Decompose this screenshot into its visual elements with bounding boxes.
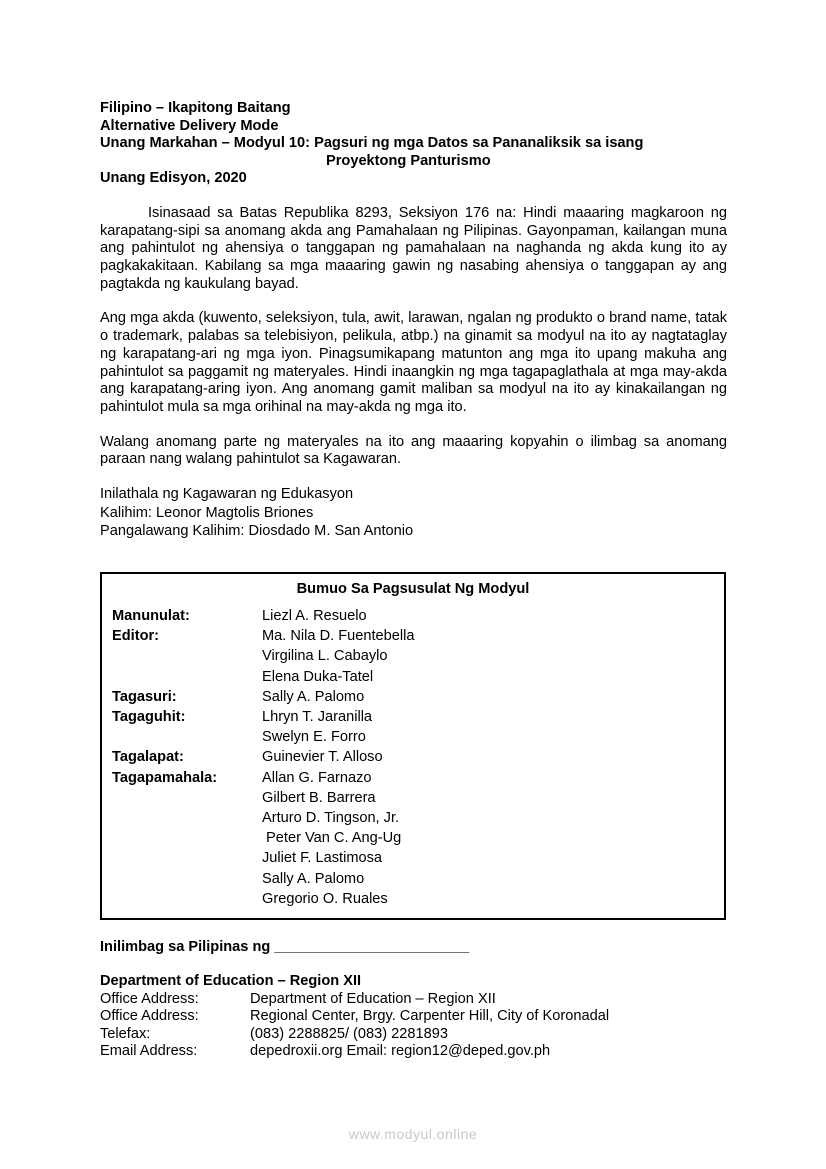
- credit-name: Arturo D. Tingson, Jr.: [262, 810, 400, 827]
- credits-list: [112, 606, 724, 909]
- contact-row: [100, 1026, 740, 1044]
- credit-names: [262, 626, 415, 687]
- credit-row: [112, 707, 724, 747]
- contact-value: Regional Center, Brgy. Carpenter Hill, City of Koronadal: [250, 1008, 610, 1024]
- credit-name: Lhryn T. Jaranilla: [262, 709, 373, 726]
- credit-role: Editor:: [112, 628, 160, 645]
- credits-box: [100, 572, 726, 920]
- copyright-paragraph: Isinasaad sa Batas Republika 8293, Seksiyon 176 na: Hindi maaaring magkaroon ng karapatang-sipi sa anomang akda ang Pamahalaan ng Pilipinas. Gayonpaman, kailangan muna ang pahintulot ng ahensiya o tanggapan ng pamahalaan na naghanda ng akda kung ito ay pagkakakitaan. Kabilang sa mga maaaring gawin ng nasabing ahensiya o tanggapan ay ang pagtakda ng kaukulang bayad.: [100, 204, 727, 292]
- credit-name: Gregorio O. Ruales: [262, 890, 388, 907]
- credit-row: [112, 747, 724, 767]
- contact-row: [100, 1008, 740, 1026]
- title-block: [100, 100, 727, 188]
- credit-name: Allan G. Farnazo: [262, 769, 372, 786]
- credit-names: [262, 687, 364, 707]
- reproduction-paragraph: Walang anomang parte ng materyales na ito ang maaaring kopyahin o ilimbag sa anomang paraan nang walang pahintulot sa Kagawaran.: [100, 433, 727, 468]
- module-title-line2: Proyektong Panturismo: [326, 152, 491, 169]
- publisher-block: [100, 485, 727, 541]
- contact-label: Office Address:: [100, 990, 199, 1007]
- credit-name: Ma. Nila D. Fuentebella: [262, 628, 415, 645]
- module-title-line1: Unang Markahan – Modyul 10: Pagsuri ng mga Datos sa Pananaliksik sa isang: [100, 135, 644, 152]
- contact-value: (083) 2288825/ (083) 2281893: [250, 1025, 448, 1042]
- subject-title: Filipino – Ikapitong Baitang: [100, 100, 291, 116]
- contact-label: Telefax:: [100, 1025, 151, 1042]
- undersecretary: Pangalawang Kalihim: Diosdado M. San Antonio: [100, 523, 414, 540]
- watermark: www.modyul.online: [348, 1126, 478, 1142]
- credit-name: Guinevier T. Alloso: [262, 749, 383, 766]
- secretary: Kalihim: Leonor Magtolis Briones: [100, 504, 314, 521]
- credit-row: [112, 687, 724, 707]
- credit-name: Elena Duka-Tatel: [262, 668, 374, 685]
- credit-name: Swelyn E. Forro: [262, 729, 366, 746]
- credit-name: Virgilina L. Cabaylo: [262, 648, 388, 665]
- credit-name: Peter Van C. Ang-Ug: [262, 830, 402, 847]
- credit-names: [262, 768, 401, 909]
- credit-name: Sally A. Palomo: [262, 870, 365, 887]
- credit-role: Tagaguhit:: [112, 709, 186, 726]
- credit-name: Sally A. Palomo: [262, 688, 365, 705]
- credit-name: Gilbert B. Barrera: [262, 789, 376, 806]
- document-page: [100, 100, 727, 541]
- contact-value: depedroxii.org Email: region12@deped.gov.ph: [250, 1043, 551, 1059]
- trademark-paragraph: Ang mga akda (kuwento, seleksiyon, tula, awit, larawan, ngalan ng produkto o brand name, tatak o trademark, palabas sa telebisiyon, pelikula, atbp.) na ginamit sa modyul na ito ay nagtataglay ng karapatang-ari ng mga iyon. Pinagsumikapang matunton ang mga ito upang makuha ang pahintulot sa paggamit ng materyales. Hindi inaangkin ng mga tagapaglathala at mga may-akda ang karapatang-aring iyon. Ang anomang gamit maliban sa modyul na ito ay kinakailangan ng pahintulot mula sa mga orihinal na may-akda ng mga ito.: [100, 310, 727, 415]
- credit-name: Juliet F. Lastimosa: [262, 850, 383, 867]
- credit-row: [112, 626, 724, 687]
- credit-role: Tagapamahala:: [112, 769, 218, 786]
- deped-title: Department of Education – Region XII: [100, 973, 362, 989]
- credit-role: Tagasuri:: [112, 688, 177, 705]
- deped-contact-block: [100, 973, 740, 1061]
- edition: Unang Edisyon, 2020: [100, 170, 247, 187]
- contact-row: [100, 991, 740, 1009]
- contact-row: [100, 1043, 740, 1061]
- credit-names: [262, 606, 367, 626]
- contact-label: Email Address:: [100, 1043, 198, 1059]
- credit-name: Liezl A. Resuelo: [262, 608, 367, 624]
- credit-row: [112, 606, 724, 626]
- credits-title: Bumuo Sa Pagsusulat Ng Modyul: [296, 581, 530, 597]
- published-by: Inilathala ng Kagawaran ng Edukasyon: [100, 486, 354, 503]
- credit-row: [112, 768, 724, 909]
- credit-names: [262, 747, 383, 767]
- credit-names: [262, 707, 372, 747]
- printed-in-line: Inilimbag sa Pilipinas ng ________________________: [100, 939, 470, 955]
- credit-role: Manunulat:: [112, 608, 190, 624]
- contact-label: Office Address:: [100, 1008, 199, 1024]
- delivery-mode: Alternative Delivery Mode: [100, 117, 279, 134]
- credit-role: Tagalapat:: [112, 749, 184, 766]
- contact-value: Department of Education – Region XII: [250, 990, 496, 1007]
